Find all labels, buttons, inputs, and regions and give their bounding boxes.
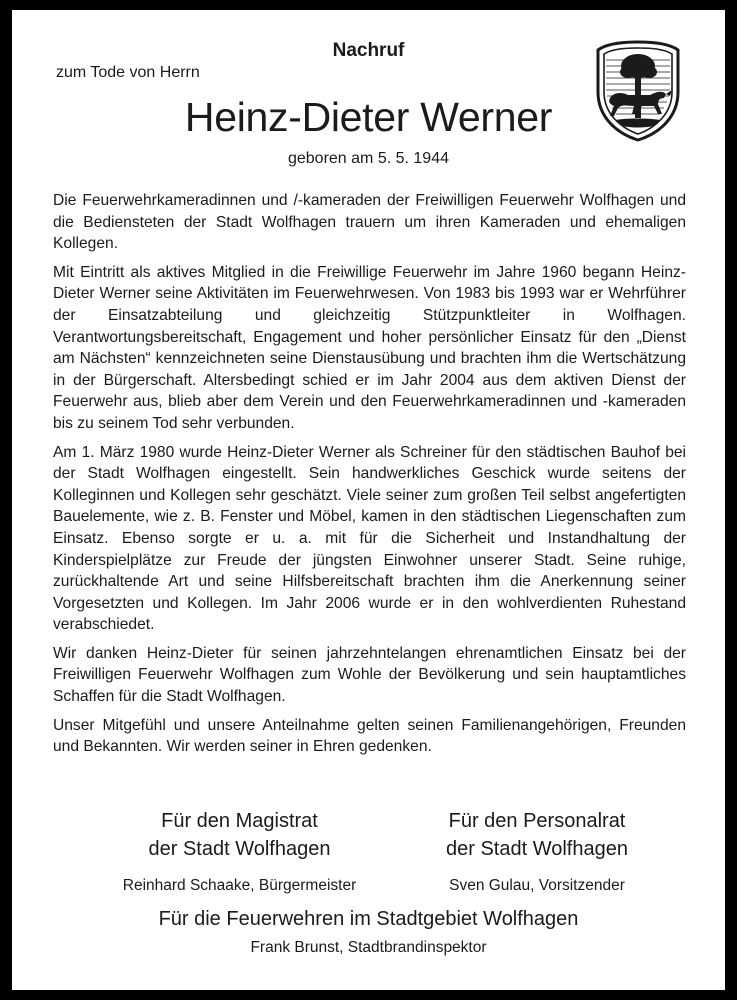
paragraph: Am 1. März 1980 wurde Heinz-Dieter Werner als Schreiner für den städtischen Bauhof bei der Stadt Wolfhagen eingestellt. Sein handwerkliches Geschick wurde seitens der Kolleginnen und Kollegen sehr geschätzt. Viele seiner zum großen Teil selbst angefertigten Bauelemente, wie z. B. Fenster und Möbel, kamen in den städtischen Liegenschaften zum Einsatz. Ebenso sorgte er u. a. mit für die Sicherheit und Instandhaltung der Kinderspielplätze zur Freude der jüngsten Einwohner unserer Stadt. Seine ruhige, zurückhaltende Art und seine Hilfsbereitschaft brachten ihm die Anerkennung seiner Vorgesetzten und Kollegen. Im Jahr 2006 wurde er in den wohlverdienten Ruhestand verabschiedet. (53, 443, 686, 634)
signature-org-line: Für den Personalrat (448, 810, 626, 832)
signature-org-line: der Stadt Wolfhagen (446, 838, 628, 860)
notice-heading: Nachruf (332, 40, 405, 61)
signature-organization: Für die Feuerwehren im Stadtgebiet Wolfhagen (158, 908, 579, 930)
signature-organization (387, 807, 687, 863)
paragraph: Wir danken Heinz-Dieter für seinen jahrzehntelangen ehrenamtlichen Einsatz bei der Freiwilligen Feuerwehr Wolfhagen zum Wohle der Bevölkerung und sein hauptamtliches Schaffen für die Stadt Wolfhagen. (53, 644, 686, 706)
signature-magistrat (82, 807, 397, 895)
name-prefix: zum Tode von Herrn (56, 64, 200, 81)
signature-organization (82, 807, 397, 863)
paragraph: Die Feuerwehrkameradinnen und /-kameraden der Freiwilligen Feuerwehr Wolfhagen und die Bediensteten der Stadt Wolfhagen trauern um ihren Kameraden und ehemaligen Kollegen. (53, 192, 686, 253)
signature-personalrat (387, 807, 687, 895)
paragraph: Mit Eintritt als aktives Mitglied in die Freiwillige Feuerwehr im Jahre 1960 begann Heinz-Dieter Werner seine Aktivitäten im Feuerwehrwesen. Von 1983 bis 1993 war er Wehrführer der Einsatzabteilung und gleichzeitig Stützpunktleiter in Wolfhagen. Verantwortungsbereitschaft, Engagement und hoher persönlicher Einsatz für den „Dienst am Nächsten“ kennzeichneten seine Dienstausübung und brachten ihm die Wertschätzung in der Bürgerschaft. Altersbedingt schied er im Jahr 2004 aus dem aktiven Dienst der Feuerwehr aus, blieb aber dem Verein und den Feuerwehrkameradinnen und -kameraden bis zu seinem Tod sehr verbunden. (53, 263, 686, 432)
birth-date: geboren am 5. 5. 1944 (287, 150, 449, 167)
wolfhagen-coat-of-arms-icon (592, 40, 684, 142)
signature-org-line: der Stadt Wolfhagen (148, 838, 331, 860)
obituary-notice (12, 10, 725, 990)
signature-feuerwehren (12, 905, 725, 957)
paragraph: Unser Mitgefühl und unsere Anteilnahme gelten seinen Familienangehörigen, Freunden und Bekannten. Wir werden seiner in Ehren gedenken. (53, 716, 686, 756)
deceased-name: Heinz-Dieter Werner (184, 94, 553, 140)
signature-org-line: Für den Magistrat (161, 810, 318, 832)
obituary-text (53, 190, 686, 765)
signatory-name: Frank Brunst, Stadtbrandinspektor (250, 939, 487, 956)
signatory-name: Sven Gulau, Vorsitzender (449, 877, 625, 894)
signatory-name: Reinhard Schaake, Bürgermeister (122, 877, 357, 894)
